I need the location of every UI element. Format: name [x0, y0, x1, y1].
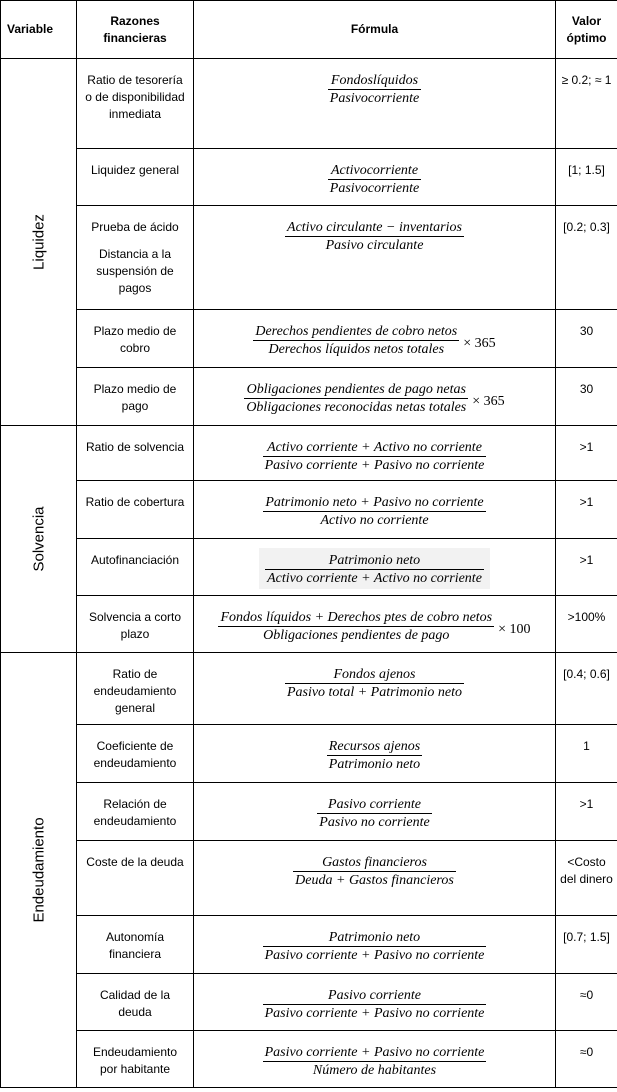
group-label: Liquidez — [30, 214, 47, 270]
group-liquidez — [1, 59, 77, 426]
table-row — [1, 974, 617, 1031]
group-solvencia — [1, 426, 77, 653]
numerator: Activocorriente — [328, 162, 421, 180]
denominator: Pasivocorriente — [329, 181, 420, 196]
formula-cell — [194, 783, 556, 841]
denominator: Pasivo total + Patrimonio neto — [286, 685, 463, 700]
header-variable: Variable — [1, 1, 77, 59]
table-row — [1, 206, 617, 310]
razon-cell — [77, 206, 194, 310]
numerator: Gastos financieros — [293, 854, 456, 872]
valor-cell: ≥ 0.2; ≈ 1 — [556, 59, 617, 149]
numerator: Patrimonio neto + Pasivo no corriente — [265, 495, 484, 510]
valor-cell: >1 — [556, 426, 617, 481]
numerator: Pasivo corriente — [263, 987, 487, 1005]
razon-cell: Ratio de endeudamiento general — [77, 653, 194, 725]
fraction — [263, 929, 487, 964]
valor-cell: >1 — [556, 481, 617, 539]
valor-cell: ≈0 — [556, 974, 617, 1031]
denominator: Número de habitantes — [312, 1063, 437, 1078]
razon-cell: Coste de la deuda — [77, 841, 194, 916]
table-row — [1, 368, 617, 426]
fraction — [244, 381, 468, 416]
razon-text-2: Distancia a la suspensión de pagos — [96, 247, 174, 295]
razon-cell: Relación de endeudamiento — [77, 783, 194, 841]
fraction — [328, 72, 421, 107]
numerator: Patrimonio neto — [265, 552, 484, 570]
header-formula: Fórmula — [194, 1, 556, 59]
numerator: Fondos ajenos — [285, 666, 464, 684]
razon-cell: Plazo medio de cobro — [77, 310, 194, 368]
valor-cell: <Costo del dinero — [556, 841, 617, 916]
fraction — [285, 666, 464, 701]
denominator: Deuda + Gastos financieros — [295, 873, 454, 888]
razon-cell: Ratio de cobertura — [77, 481, 194, 539]
header-valor: Valor óptimo — [556, 1, 617, 59]
denominator: Pasivo corriente + Pasivo no corriente — [264, 458, 485, 473]
numerator: Derechos pendientes de cobro netos — [255, 324, 458, 339]
fraction — [327, 738, 422, 773]
numerator: Activo corriente + Activo no corriente — [263, 439, 487, 457]
valor-cell: [0.4; 0.6] — [556, 653, 617, 725]
group-label: Endeudamiento — [30, 817, 47, 923]
razon-cell: Solvencia a corto plazo — [77, 596, 194, 653]
table-row — [1, 481, 617, 539]
multiplier: × 365 — [463, 336, 496, 351]
formula-cell — [194, 539, 556, 596]
table-row — [1, 149, 617, 206]
valor-cell: 1 — [556, 725, 617, 783]
valor-cell: >100% — [556, 596, 617, 653]
table-row — [1, 426, 617, 481]
fraction — [263, 987, 487, 1022]
formula-cell — [194, 653, 556, 725]
numerator: Activo circulante − inventarios — [287, 220, 462, 235]
fraction — [317, 796, 431, 831]
header-row — [1, 1, 617, 59]
razon-cell: Liquidez general — [77, 149, 194, 206]
fraction — [259, 548, 490, 589]
group-label: Solvencia — [30, 506, 47, 572]
valor-cell: >1 — [556, 783, 617, 841]
fraction — [285, 219, 464, 254]
fraction — [263, 1044, 487, 1079]
razon-cell: Endeudamiento por habitante — [77, 1031, 194, 1088]
denominator: Activo corriente + Activo no corriente — [267, 571, 482, 586]
numerator: Recursos ajenos — [328, 739, 421, 754]
formula-cell — [194, 59, 556, 149]
formula-cell — [194, 974, 556, 1031]
denominator: Pasivo corriente + Pasivo no corriente — [264, 1006, 485, 1021]
numerator: Pasivo corriente — [317, 796, 431, 814]
formula-cell — [194, 1031, 556, 1088]
valor-cell: [1; 1.5] — [556, 149, 617, 206]
fraction — [328, 162, 421, 197]
formula-cell — [194, 596, 556, 653]
razon-cell: Autonomía financiera — [77, 916, 194, 974]
valor-cell: ≈0 — [556, 1031, 617, 1088]
valor-cell: [0.2; 0.3] — [556, 206, 617, 310]
razon-cell: Ratio de tesorería o de disponibilidad inmediata — [77, 59, 194, 149]
denominator: Obligaciones reconocidas netas totales — [246, 400, 467, 415]
denominator: Patrimonio neto — [328, 757, 421, 772]
numerator: Obligaciones pendientes de pago netas — [244, 381, 468, 399]
valor-cell: >1 — [556, 539, 617, 596]
formula-cell — [194, 841, 556, 916]
denominator: Pasivo no corriente — [319, 815, 430, 830]
table-row — [1, 539, 617, 596]
table-row — [1, 653, 617, 725]
table-row — [1, 841, 617, 916]
fraction — [218, 609, 494, 644]
denominator: Derechos líquidos netos totales — [268, 342, 445, 357]
razon-text: Prueba de ácido — [91, 220, 179, 234]
multiplier: × 100 — [498, 622, 531, 637]
fraction — [253, 323, 459, 358]
header-razones: Razones financieras — [77, 1, 194, 59]
table-row — [1, 783, 617, 841]
formula-cell — [194, 368, 556, 426]
valor-cell: 30 — [556, 368, 617, 426]
numerator: Patrimonio neto — [263, 929, 487, 947]
formula-cell — [194, 149, 556, 206]
razon-cell: Plazo medio de pago — [77, 368, 194, 426]
numerator: Fondos líquidos + Derechos ptes de cobro netos — [220, 610, 493, 625]
denominator: Activo no corriente — [320, 513, 429, 528]
formula-cell — [194, 426, 556, 481]
numerator: Pasivo corriente + Pasivo no corriente — [264, 1045, 485, 1060]
table-row — [1, 596, 617, 653]
fraction — [263, 494, 485, 529]
group-endeudamiento — [1, 653, 77, 1088]
formula-cell — [194, 481, 556, 539]
formula-cell — [194, 206, 556, 310]
razon-cell: Autofinanciación — [77, 539, 194, 596]
denominator: Pasivo circulante — [325, 238, 424, 253]
razon-cell: Ratio de solvencia — [77, 426, 194, 481]
razon-cell: Calidad de la deuda — [77, 974, 194, 1031]
formula-cell — [194, 916, 556, 974]
table-row — [1, 310, 617, 368]
denominator: Obligaciones pendientes de pago — [263, 628, 450, 643]
numerator: Fondoslíquidos — [328, 72, 421, 90]
valor-cell: [0.7; 1.5] — [556, 916, 617, 974]
denominator: Pasivocorriente — [329, 91, 420, 106]
formula-cell — [194, 725, 556, 783]
table-row — [1, 1031, 617, 1088]
valor-cell: 30 — [556, 310, 617, 368]
razon-cell: Coeficiente de endeudamiento — [77, 725, 194, 783]
fraction — [263, 439, 487, 474]
multiplier: × 365 — [472, 394, 505, 409]
table-row — [1, 59, 617, 149]
table-row — [1, 916, 617, 974]
table-row — [1, 725, 617, 783]
formula-cell — [194, 310, 556, 368]
fraction — [293, 854, 456, 889]
denominator: Pasivo corriente + Pasivo no corriente — [264, 948, 485, 963]
